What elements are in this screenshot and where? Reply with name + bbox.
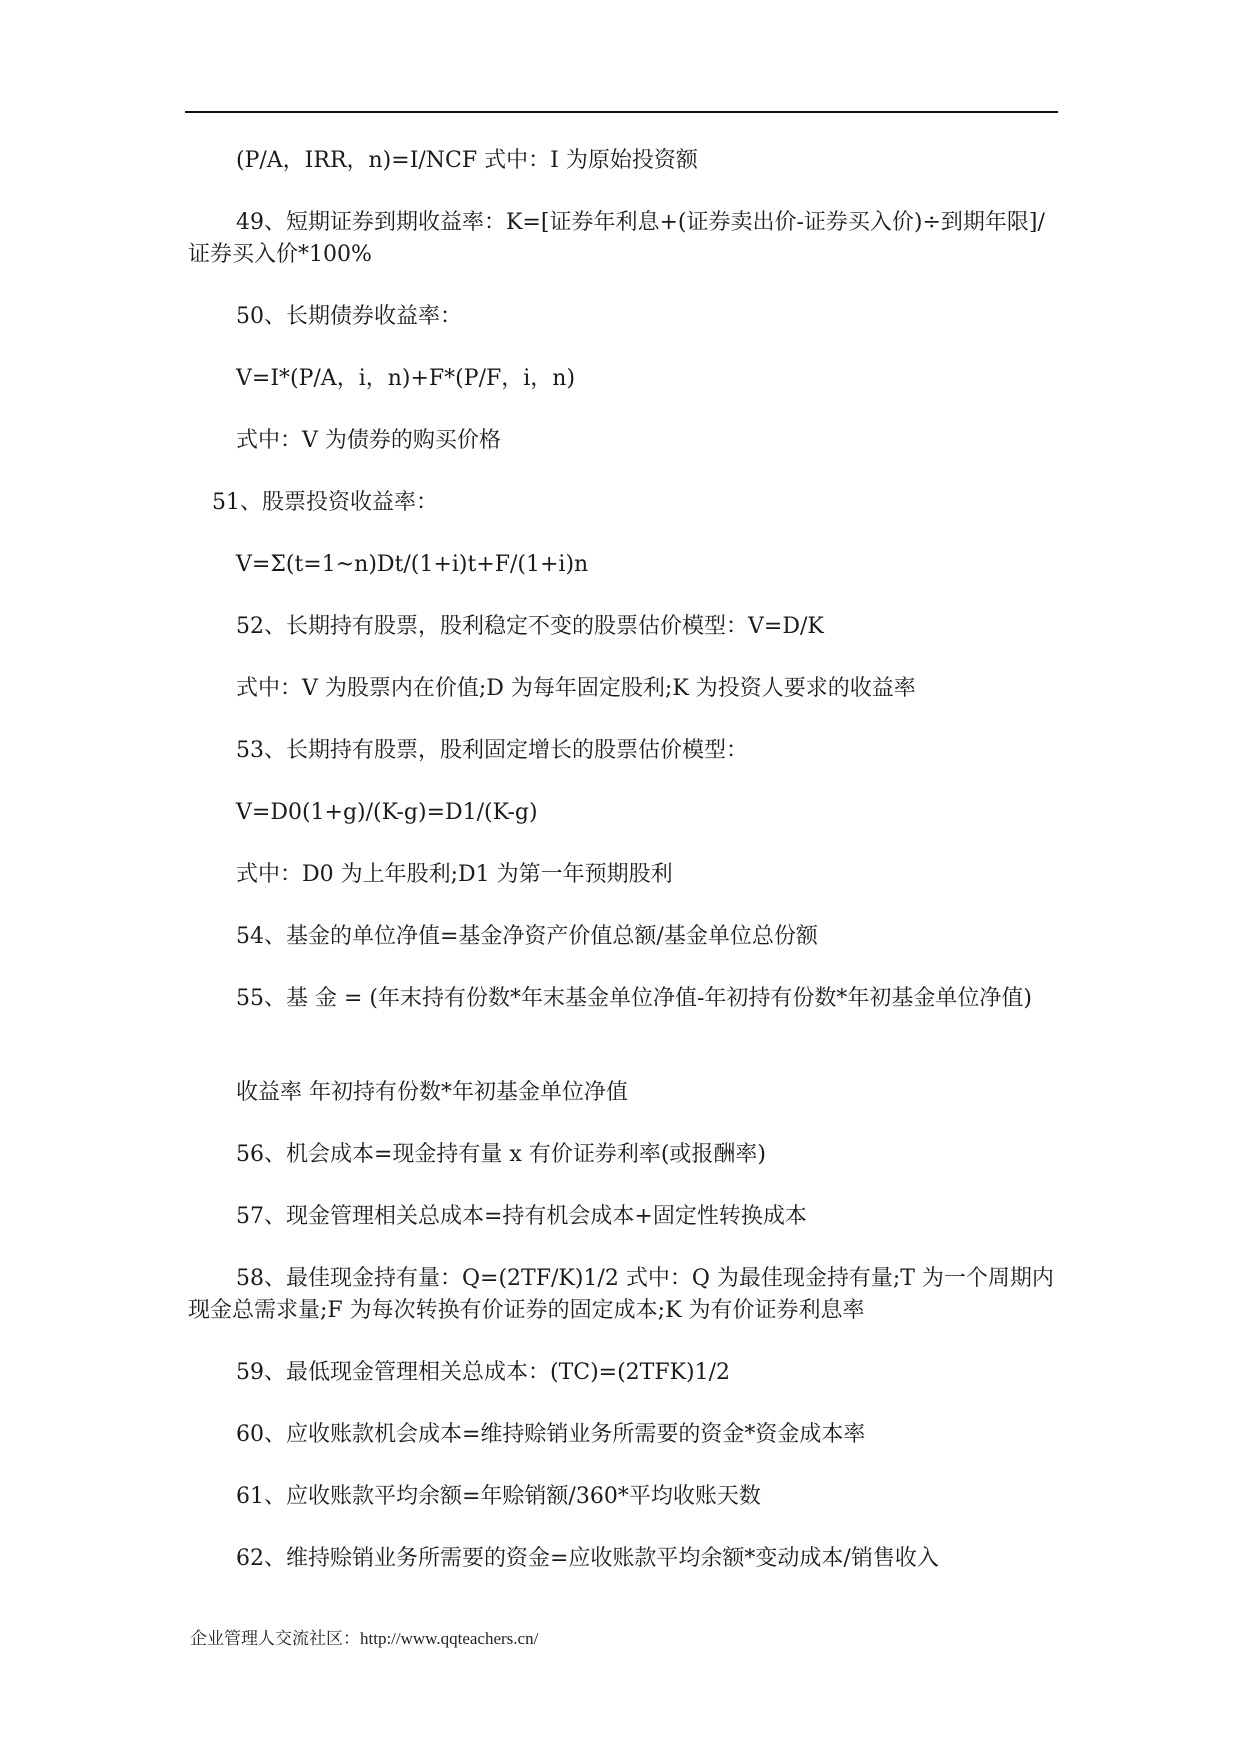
formula-line: 式中：V 为股票内在价值;D 为每年固定股利;K 为投资人要求的收益率 (236, 676, 916, 701)
formula-line: (P/A，IRR，n)=I/NCF 式中：I 为原始投资额 (236, 148, 698, 173)
formula-line: 59、最低现金管理相关总成本：(TC)=(2TFK)1/2 (236, 1360, 731, 1385)
formula-line: 61、应收账款平均余额=年赊销额/360*平均收账天数 (236, 1484, 761, 1509)
header-rule (185, 111, 1058, 113)
formula-line: 56、机会成本=现金持有量 x 有价证券利率(或报酬率) (236, 1142, 766, 1167)
formula-line: 52、长期持有股票，股利稳定不变的股票估价模型：V=D/K (236, 614, 824, 639)
formula-line: 55、基 金 = (年末持有份数*年末基金单位净值-年初持有份数*年初基金单位净值) (236, 986, 1033, 1011)
formula-line: V=D0(1+g)/(K-g)=D1/(K-g) (236, 800, 538, 825)
formula-line: 式中：V 为债券的购买价格 (236, 428, 501, 453)
formula-line: 式中：D0 为上年股利;D1 为第一年预期股利 (236, 862, 673, 887)
formula-line: V=I*(P/A，i，n)+F*(P/F，i，n) (236, 366, 576, 391)
formula-line: 60、应收账款机会成本=维持赊销业务所需要的资金*资金成本率 (236, 1422, 866, 1447)
formula-line: 49、短期证券到期收益率：K=[证券年利息+(证券卖出价-证券买入价)÷到期年限]/证券买入价*100% (188, 210, 1045, 267)
formula-line: 51、股票投资收益率： (212, 490, 438, 515)
formula-line: V=Σ(t=1~n)Dt/(1+i)t+F/(1+i)n (236, 552, 589, 577)
formula-line: 收益率 年初持有份数*年初基金单位净值 (236, 1080, 628, 1105)
footer-text: 企业管理人交流社区：http://www.qqteachers.cn/ (190, 1629, 539, 1648)
formula-line: 57、现金管理相关总成本=持有机会成本+固定性转换成本 (236, 1204, 807, 1229)
formula-line: 54、基金的单位净值=基金净资产价值总额/基金单位总份额 (236, 924, 818, 949)
formula-line: 50、长期债券收益率： (236, 304, 462, 329)
formula-line: 62、维持赊销业务所需要的资金=应收账款平均余额*变动成本/销售收入 (236, 1546, 939, 1571)
formula-line: 58、最佳现金持有量：Q=(2TF/K)1/2 式中：Q 为最佳现金持有量;T 为一个周期内现金总需求量;F 为每次转换有价证券的固定成本;K 为有价证券利息率 (188, 1266, 1054, 1323)
formula-line: 53、长期持有股票，股利固定增长的股票估价模型： (236, 738, 748, 763)
